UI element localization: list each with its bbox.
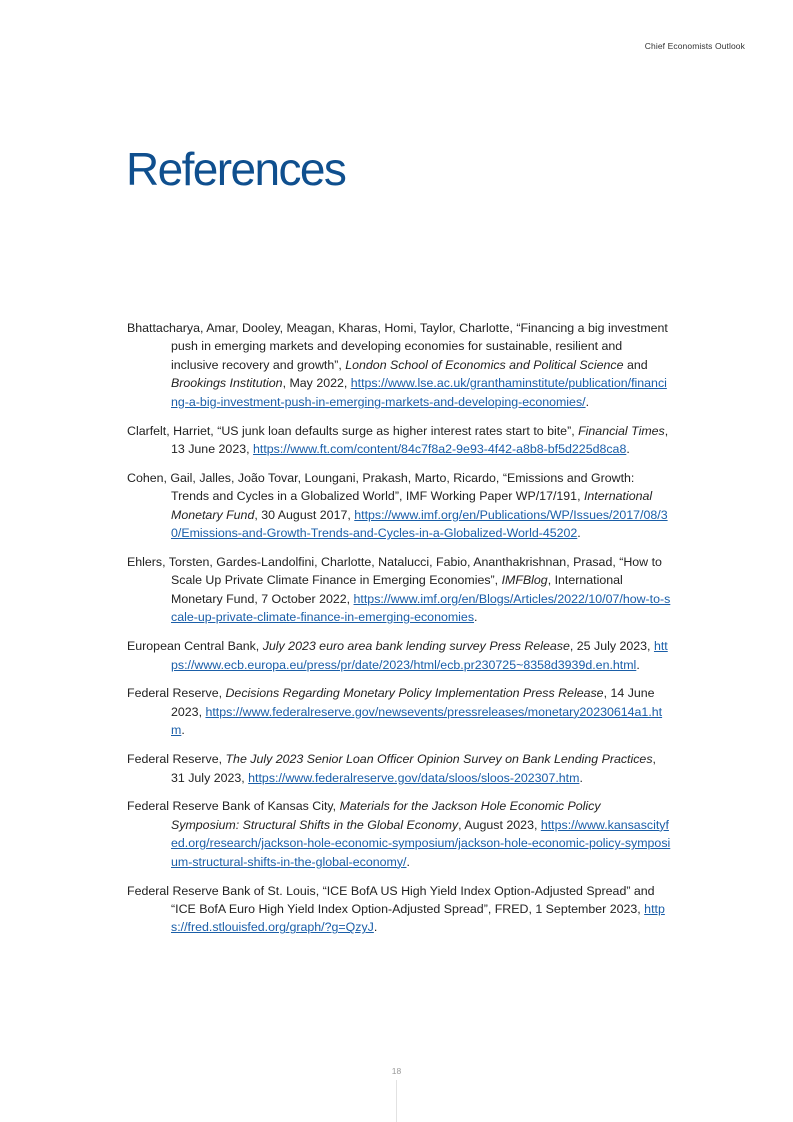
reference-text: , August 2023, bbox=[458, 817, 541, 832]
reference-source: The July 2023 Senior Loan Officer Opinion Survey on Bank Lending Practices bbox=[225, 752, 653, 767]
reference-entry bbox=[127, 553, 672, 627]
reference-source: London School of Economics and Political Science bbox=[345, 357, 624, 372]
page-title: References bbox=[126, 143, 346, 195]
reference-source: Materials for the Jackson Hole Economic Policy Symposium: Structural Shifts in the Global Economy bbox=[171, 799, 601, 832]
reference-source: July 2023 euro area bank lending survey Press Release bbox=[262, 639, 570, 654]
reference-text: Clarfelt, Harriet, “US junk loan defaults surge as higher interest rates start to bite”, bbox=[127, 423, 579, 438]
reference-text: , 31 July 2023, bbox=[171, 752, 656, 785]
reference-text: , May 2022, bbox=[282, 376, 351, 391]
reference-link[interactable]: https://www.ft.com/content/84c7f8a2-9e93-4f42-a8b8-bf5d225d8ca8 bbox=[253, 441, 627, 456]
reference-entry bbox=[127, 882, 672, 937]
reference-text: . bbox=[585, 394, 590, 409]
reference-entry bbox=[127, 637, 672, 674]
reference-text: Federal Reserve, bbox=[127, 686, 226, 701]
reference-text: , 25 July 2023, bbox=[569, 639, 654, 654]
reference-text: , 30 August 2017, bbox=[254, 507, 355, 522]
reference-text: . bbox=[181, 723, 185, 738]
reference-entry bbox=[127, 797, 672, 871]
reference-text: , 14 June 2023, bbox=[171, 686, 655, 719]
reference-text: and bbox=[623, 357, 648, 372]
reference-text: . bbox=[474, 610, 478, 625]
reference-text: Bhattacharya, Amar, Dooley, Meagan, Kharas, Homi, Taylor, Charlotte, “Financing a big investment push in emerging markets and developing economies for sustainable, resilient and inclusive recovery and growth”, bbox=[127, 321, 668, 372]
reference-link[interactable]: https://www.lse.ac.uk/granthaminstitute/publication/financing-a-big-investment-push-in-emerging-markets-and-developing-economies/ bbox=[171, 376, 667, 409]
reference-source: International Monetary Fund bbox=[171, 489, 653, 522]
reference-link[interactable]: https://www.ecb.europa.eu/press/pr/date/2023/html/ecb.pr230725~8358d3939d.en.html bbox=[171, 639, 668, 672]
reference-entry bbox=[127, 750, 672, 787]
reference-entry bbox=[127, 469, 672, 543]
reference-source: IMFBlog bbox=[501, 573, 548, 588]
reference-source: Decisions Regarding Monetary Policy Implementation Press Release bbox=[225, 686, 604, 701]
reference-text: European Central Bank, bbox=[127, 639, 263, 654]
reference-text: Federal Reserve Bank of Kansas City, bbox=[127, 799, 340, 814]
reference-text: , International Monetary Fund, 7 October 2022, bbox=[171, 573, 623, 606]
reference-text: . bbox=[579, 770, 583, 785]
footer-divider bbox=[396, 1080, 397, 1122]
reference-link[interactable]: https://www.imf.org/en/Blogs/Articles/2022/10/07/how-to-scale-up-private-climate-finance-in-emerging-economies bbox=[171, 591, 671, 625]
reference-text: . bbox=[406, 854, 410, 869]
reference-text: . bbox=[636, 657, 640, 672]
reference-text: Federal Reserve Bank of St. Louis, “ICE BofA US High Yield Index Option-Adjusted Spread” and “ICE BofA Euro High Yield Index Option-Adjusted Spread”, FRED, 1 September 2023, bbox=[127, 883, 655, 916]
reference-text: . bbox=[373, 920, 378, 935]
reference-text: , 13 June 2023, bbox=[171, 423, 669, 456]
reference-link[interactable]: https://fred.stlouisfed.org/graph/?g=QzyJ bbox=[171, 901, 665, 935]
reference-link[interactable]: https://www.kansascityfed.org/research/jackson-hole-economic-symposium/jackson-hole-economic-policy-symposium-structural-shifts-in-the-global-economy/ bbox=[171, 817, 671, 869]
running-header: Chief Economists Outlook bbox=[644, 41, 745, 51]
reference-text: Ehlers, Torsten, Gardes-Landolfini, Charlotte, Natalucci, Fabio, Ananthakrishnan, Prasad, “How to Scale Up Private Climate Finance in Emerging Economies”, bbox=[127, 554, 662, 588]
page-number: 18 bbox=[391, 1066, 402, 1076]
reference-text: Federal Reserve, bbox=[127, 752, 226, 767]
reference-source: Brookings Institution bbox=[171, 376, 283, 391]
reference-entry bbox=[127, 422, 672, 459]
reference-entry bbox=[127, 319, 672, 411]
reference-text: . bbox=[577, 526, 581, 541]
reference-link[interactable]: https://www.federalreserve.gov/newsevents/pressreleases/monetary20230614a1.htm bbox=[171, 704, 663, 738]
references-list bbox=[127, 319, 672, 947]
reference-source: Financial Times bbox=[578, 423, 665, 438]
reference-entry bbox=[127, 684, 672, 739]
reference-link[interactable]: https://www.federalreserve.gov/data/sloos/sloos-202307.htm bbox=[248, 770, 580, 785]
reference-text: . bbox=[626, 441, 630, 456]
reference-link[interactable]: https://www.imf.org/en/Publications/WP/Issues/2017/08/30/Emissions-and-Growth-Trends-and-Cycles-in-a-Globalized-World-45202 bbox=[171, 507, 668, 541]
reference-text: Cohen, Gail, Jalles, João Tovar, Loungani, Prakash, Marto, Ricardo, “Emissions and Growth: Trends and Cycles in a Globalized World”, IMF Working Paper WP/17/191, bbox=[127, 470, 635, 504]
